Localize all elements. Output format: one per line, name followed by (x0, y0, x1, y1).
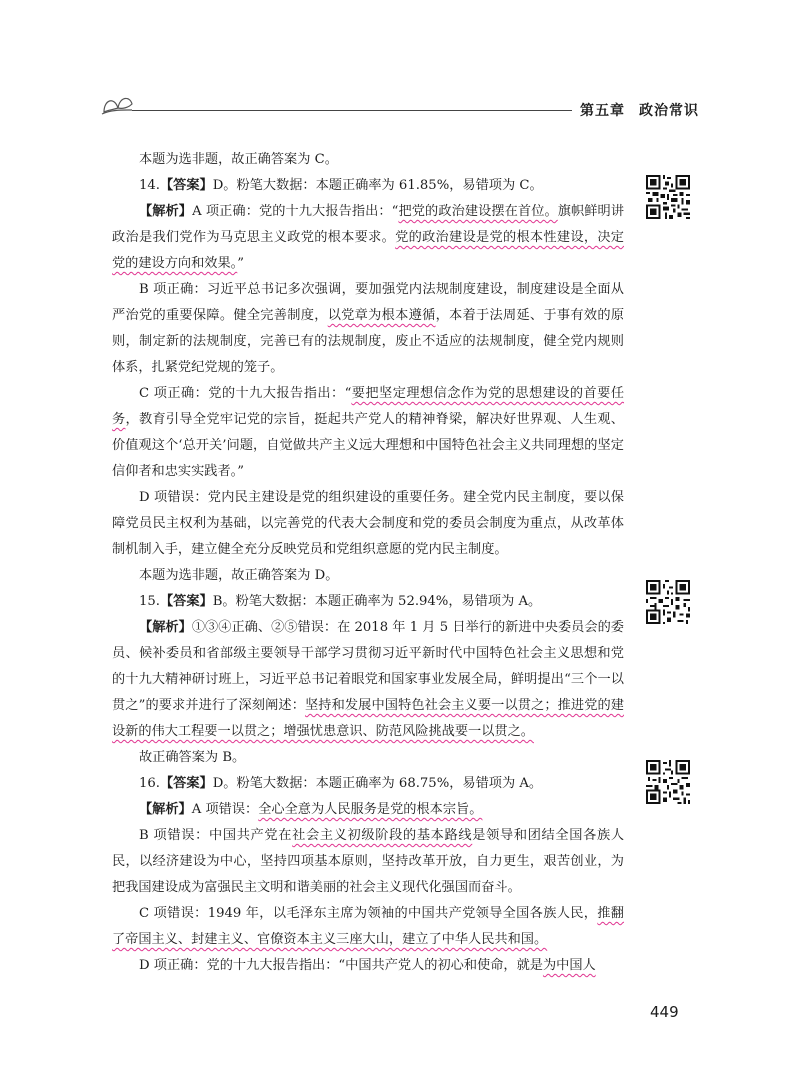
paragraph: 故正确答案为 B。 (139, 750, 246, 765)
chapter-header (580, 100, 699, 120)
answer-tag: 【答案】 (159, 178, 213, 193)
key-point: 社会主义初级阶段的基本路线 (292, 828, 473, 843)
analysis-14-c: C 项正确：党的十九大报告指出：“要把坚定理想信念作为党的思想建设的首要任务，教育引导全党牢记党的宗旨，挺起共产党人的精神脊梁，解决好世界观、人生观、价值观这个‘总开关’问题，自觉做共产主义远大理想和中国特色社会主义共同理想的坚定信仰者和忠实实践者。” (112, 386, 625, 479)
analysis-tag: 【解析】 (139, 204, 193, 219)
qr-code-icon[interactable] (646, 175, 690, 219)
key-point: 要把坚定理想信念作为党的思想建设的首要任务 (112, 386, 625, 427)
analysis-16-d: D 项正确：党的十九大报告指出：“中国共产党人的初心和使命，就是为中国人 (139, 958, 596, 973)
key-point: 推翻了帝国主义、封建主义、官僚资本主义三座大山，建立了中华人民共和国。 (112, 906, 624, 947)
analysis-tag: 【解析】 (139, 802, 192, 817)
header-rule (132, 110, 572, 111)
analysis-16-a: 【解析】A 项错误：全心全意为人民服务是党的根本宗旨。 (139, 802, 483, 817)
answer-15: 15.【答案】B。粉笔大数据：本题正确率为 52.94%，易错项为 A。 (139, 594, 542, 609)
key-point: 党的政治建设是党的根本性建设，决定党的建设方向和效果。 (112, 230, 624, 271)
page-content (112, 147, 624, 979)
analysis-15: 【解析】①③④正确、②⑤错误：在 2018 年 1 月 5 日举行的新进中央委员会的委员、候补委员和省部级主要领导干部学习贯彻习近平新时代中国特色社会主义思想和党的十九大精神研讨班上，习近平总书记着眼党和国家事业发展全局，鲜明提出“三个一以贯之”的要求并进行了深刻阐述：坚持和发展中国特色社会主义要一以贯之；推进党的建设新的伟大工程要一以贯之；增强忧患意识、防范风险挑战要一以贯之。 (112, 620, 624, 739)
key-point: 为中国人 (542, 958, 596, 973)
analysis-14-d: D 项错误：党内民主建设是党的组织建设的重要任务。建全党内民主制度，要以保障党员民主权利为基础，以完善党的代表大会制度和党的委员会制度为重点，从改革体制机制入手，建立健全充分反映党员和党组织意愿的党内民主制度。 (112, 490, 624, 557)
key-point: 以党章为根本遵循 (327, 308, 436, 323)
analysis-14-b: B 项正确：习近平总书记多次强调，要加强党内法规制度建设，制度建设是全面从严治党的重要保障。健全完善制度，以党章为根本遵循，本着于法周延、于事有效的原则，制定新的法规制度，完善已有的法规制度，废止不适应的法规制度，健全党内规则体系，扎紧党纪党规的笼子。 (112, 282, 625, 375)
chapter-subject: 政治常识 (639, 103, 699, 119)
answer-tag: 【答案】 (159, 776, 213, 791)
paragraph: 本题为选非题，故正确答案为 C。 (139, 152, 338, 167)
answer-tag: 【答案】 (159, 594, 213, 609)
paragraph: 本题为选非题，故正确答案为 D。 (139, 568, 339, 583)
key-point: 全心全意为人民服务是党的根本宗旨。 (258, 802, 483, 817)
answer-16: 16.【答案】D。粉笔大数据：本题正确率为 68.75%，易错项为 A。 (139, 776, 543, 791)
qr-code-icon[interactable] (646, 760, 690, 804)
analysis-16-b: B 项错误：中国共产党在社会主义初级阶段的基本路线是领导和团结全国各族人民，以经济建设为中心，坚持四项基本原则，坚持改革开放，自力更生，艰苦创业，为把我国建设成为富强民主文明和谐美丽的社会主义现代化强国而奋斗。 (112, 828, 625, 895)
key-point: 坚持和发展中国特色社会主义要一以贯之；推进党的建设新的伟大工程要一以贯之；增强忧患意识、防范风险挑战要一以贯之。 (112, 698, 624, 739)
leaf-logo-icon (100, 92, 136, 118)
qr-code-icon[interactable] (646, 580, 690, 624)
analysis-16-c: C 项错误：1949 年，以毛泽东主席为领袖的中国共产党领导全国各族人民，推翻了帝国主义、封建主义、官僚资本主义三座大山，建立了中华人民共和国。 (112, 906, 624, 947)
analysis-tag: 【解析】 (139, 620, 192, 635)
page-number: 449 (650, 1003, 679, 1021)
analysis-14-a: 【解析】A 项正确：党的十九大报告指出：“把党的政治建设摆在首位。旗帜鲜明讲政治是我们党作为马克思主义政党的根本要求。党的政治建设是党的根本性建设，决定党的建设方向和效果。” (112, 204, 625, 271)
chapter-number: 第五章 (580, 103, 625, 119)
answer-14: 14.【答案】D。粉笔大数据：本题正确率为 61.85%，易错项为 C。 (139, 178, 543, 193)
key-point: 把党的政治建设摆在首位。 (398, 204, 558, 219)
